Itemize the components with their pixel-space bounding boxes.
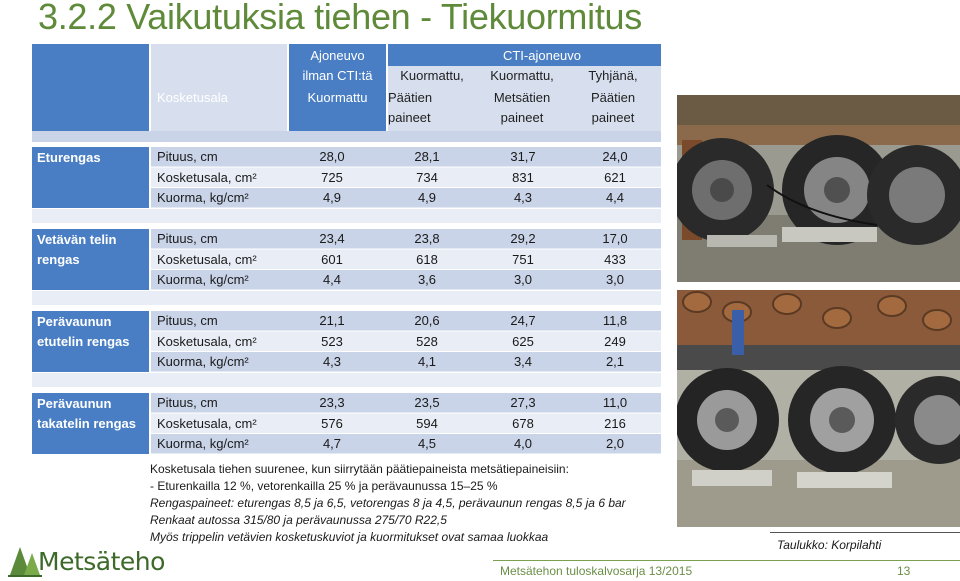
table-cell: 594 <box>416 415 438 431</box>
table-cell: 3,0 <box>605 272 625 287</box>
table-cell: 751 <box>512 251 534 267</box>
table-cell: 3,6 <box>417 272 437 287</box>
row-label: Kosketusala, cm² <box>157 333 257 349</box>
table-cell: 2,1 <box>605 354 625 369</box>
table-cell: 625 <box>512 333 534 349</box>
logo-text: Metsäteho <box>38 547 165 576</box>
header-col2-line1: Kuormattu, <box>400 68 464 83</box>
pressure-table <box>32 44 661 455</box>
table-cell: 31,7 <box>510 149 536 164</box>
group-label-line1: Vetävän telin <box>37 232 117 247</box>
table-cell: 576 <box>321 415 343 431</box>
page-number: 13 <box>897 564 911 578</box>
table-cell: 23,5 <box>414 395 440 410</box>
table-cell: 2,0 <box>605 436 625 451</box>
note-line-3: Rengaspaineet: eturengas 8,5 ja 6,5, vetorengas 8 ja 4,5, perävaunun rengas 8,5 ja 6 bar <box>150 496 626 510</box>
table-cell: 4,0 <box>513 436 533 451</box>
table-cell: 24,0 <box>602 149 628 164</box>
table-cell: 17,0 <box>602 231 628 246</box>
row-label: Kuorma, kg/cm² <box>157 436 249 451</box>
table-cell: 23,8 <box>414 231 440 246</box>
row-label: Kuorma, kg/cm² <box>157 354 249 369</box>
header-col2-line2: Päätien <box>388 90 433 105</box>
table-cell: 3,0 <box>513 272 533 287</box>
table-cell: 4,3 <box>513 190 533 205</box>
row-label: Pituus, cm <box>157 313 218 328</box>
table-cell: 249 <box>604 333 626 349</box>
table-cell: 3,4 <box>513 354 533 369</box>
table-cell: 24,7 <box>510 313 536 328</box>
row-label: Kuorma, kg/cm² <box>157 272 249 287</box>
row-label: Pituus, cm <box>157 395 218 410</box>
note-line-2: - Eturenkailla 12 %, vetorenkailla 25 % ja perävaunussa 15–25 % <box>150 479 498 493</box>
header-col3-line3: paineet <box>500 110 544 125</box>
header-col4-line2: Päätien <box>590 90 636 105</box>
photo-trailer-wheels <box>677 290 960 527</box>
table-cell: 11,8 <box>602 313 628 328</box>
header-cti-group: CTI-ajoneuvo <box>502 48 582 63</box>
row-label: Pituus, cm <box>157 231 218 246</box>
row-label: Pituus, cm <box>157 149 218 164</box>
header-no-cti-line1: Ajoneuvo <box>310 48 365 63</box>
footer-rule <box>493 560 960 561</box>
row-label: Kuorma, kg/cm² <box>157 190 249 205</box>
table-cell: 4,1 <box>417 354 437 369</box>
group-label-line2: etutelin rengas <box>37 334 130 349</box>
table-cell: 27,3 <box>510 395 536 410</box>
caption-rule <box>770 532 960 533</box>
table-cell: 601 <box>321 251 343 267</box>
table-cell: 528 <box>416 333 438 349</box>
header-kosketusala: Kosketusala <box>157 90 228 105</box>
note-line-5: Myös trippelin vetävien kosketuskuviot ja kuormitukset ovat samaa luokkaa <box>150 530 549 544</box>
table-cell: 621 <box>604 169 626 185</box>
table-cell: 28,0 <box>319 149 345 164</box>
table-cell: 216 <box>604 415 626 431</box>
header-col2-line3: paineet <box>388 110 431 125</box>
table-cell: 4,4 <box>605 190 625 205</box>
group-label-line2: rengas <box>37 252 80 267</box>
footer-series: Metsätehon tuloskalvosarja 13/2015 <box>500 564 693 578</box>
group-label-line1: Perävaunun <box>37 396 112 411</box>
header-col3-line2: Metsätien <box>493 90 551 105</box>
table-cell: 4,9 <box>322 190 342 205</box>
group-label-line2: takatelin rengas <box>37 416 136 431</box>
row-label: Kosketusala, cm² <box>157 169 257 185</box>
table-cell: 29,2 <box>510 231 536 246</box>
table-cell: 4,5 <box>417 436 437 451</box>
table-caption: Taulukko: Korpilahti <box>777 538 882 552</box>
table-cell: 23,3 <box>319 395 345 410</box>
header-col3-line1: Kuormattu, <box>490 68 554 83</box>
page-title: 3.2.2 Vaikutuksia tiehen - Tiekuormitus <box>38 0 642 37</box>
table-cell: 11,0 <box>602 395 628 410</box>
table-cell: 4,4 <box>322 272 342 287</box>
table-cell: 523 <box>321 333 343 349</box>
header-no-cti-line3: Kuormattu <box>307 90 368 105</box>
header-col4-line1: Tyhjänä, <box>588 68 638 83</box>
table-cell: 23,4 <box>319 231 345 246</box>
table-cell: 618 <box>416 251 438 267</box>
table-cell: 734 <box>416 169 438 185</box>
note-line-4: Renkaat autossa 315/80 ja perävaunussa 275/70 R22,5 <box>150 513 447 527</box>
note-line-1: Kosketusala tiehen suurenee, kun siirrytään päätiepaineista metsätiepaineisiin: <box>150 462 569 476</box>
table-cell: 433 <box>604 251 626 267</box>
group-label-line1: Eturengas <box>37 150 101 165</box>
group-label-line1: Perävaunun <box>37 314 112 329</box>
table-cell: 4,9 <box>417 190 437 205</box>
header-no-cti-line2: ilman CTI:tä <box>302 68 373 83</box>
table-cell: 4,3 <box>322 354 342 369</box>
table-cell: 4,7 <box>322 436 342 451</box>
table-cell: 28,1 <box>414 149 440 164</box>
photo-truck-front-wheels <box>677 95 960 282</box>
table-cell: 678 <box>512 415 534 431</box>
table-cell: 831 <box>512 169 534 185</box>
row-label: Kosketusala, cm² <box>157 251 257 267</box>
table-cell: 20,6 <box>414 313 440 328</box>
row-label: Kosketusala, cm² <box>157 415 257 431</box>
table-cell: 725 <box>321 169 343 185</box>
header-col4-line3: paineet <box>591 110 635 125</box>
table-cell: 21,1 <box>319 313 345 328</box>
